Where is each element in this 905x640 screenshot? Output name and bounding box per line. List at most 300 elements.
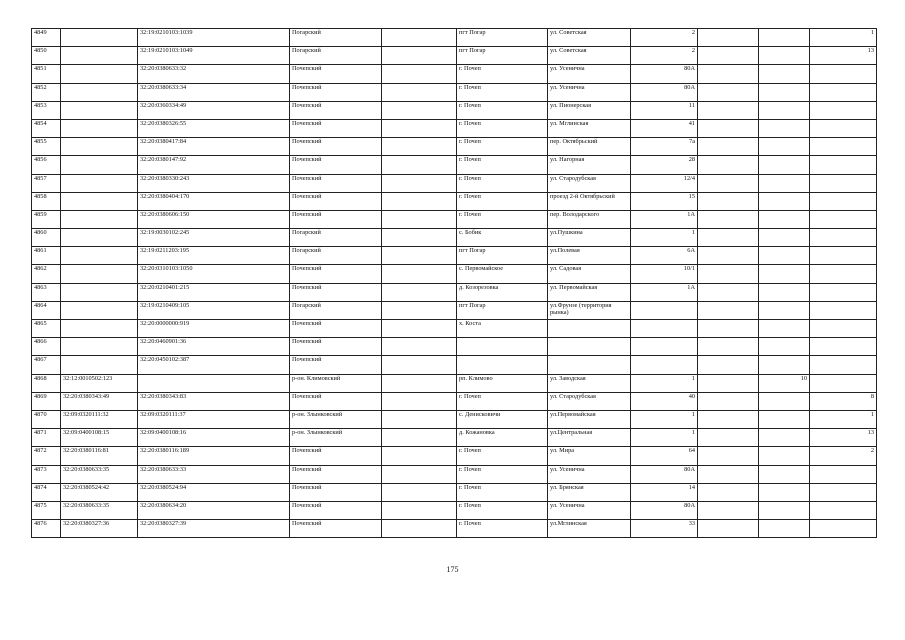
settlement-cell: г. Почеп: [457, 210, 548, 228]
record-number-cell: 4858: [32, 192, 61, 210]
old-cadastral-number-cell: [61, 210, 138, 228]
district-cell: Погарский: [290, 229, 382, 247]
table-row: [32, 283, 877, 301]
record-number-cell: 4852: [32, 83, 61, 101]
blank-cell: [382, 265, 457, 283]
house-number-cell: 80А: [631, 65, 698, 83]
record-number-cell: 4876: [32, 520, 61, 538]
record-number-cell: 4869: [32, 392, 61, 410]
cadastral-number-cell: 32:20:0310103:1050: [138, 265, 290, 283]
cadastral-number-cell: 32:20:0380633:33: [138, 465, 290, 483]
old-cadastral-number-cell: [61, 119, 138, 137]
registry-table: [31, 28, 877, 538]
house-number-cell: 80А: [631, 501, 698, 519]
cadastral-number-cell: [138, 374, 290, 392]
settlement-cell: г. Почеп: [457, 119, 548, 137]
record-number-cell: 4871: [32, 429, 61, 447]
district-cell: Почепский: [290, 320, 382, 338]
street-cell: ул. Пионерская: [548, 101, 631, 119]
house-number-cell: 1А: [631, 283, 698, 301]
district-cell: Почепский: [290, 65, 382, 83]
table-row: [32, 520, 877, 538]
blank-cell: [382, 47, 457, 65]
room-cell: [759, 410, 810, 428]
blank-cell: [382, 374, 457, 392]
old-cadastral-number-cell: [61, 47, 138, 65]
cadastral-number-cell: 32:20:0380404:170: [138, 192, 290, 210]
cadastral-number-cell: 32:20:0380330:243: [138, 174, 290, 192]
blank-cell: [382, 338, 457, 356]
old-cadastral-number-cell: 32:20:0380633:35: [61, 465, 138, 483]
record-number-cell: 4872: [32, 447, 61, 465]
cadastral-number-cell: 32:20:0380116:189: [138, 447, 290, 465]
apartment-cell: 13: [810, 47, 877, 65]
old-cadastral-number-cell: [61, 265, 138, 283]
record-number-cell: 4873: [32, 465, 61, 483]
table-row: [32, 247, 877, 265]
table-row: [32, 192, 877, 210]
apartment-cell: [810, 338, 877, 356]
settlement-cell: пгт Погар: [457, 247, 548, 265]
apartment-cell: [810, 101, 877, 119]
house-number-cell: 64: [631, 447, 698, 465]
street-cell: проезд 2-й Октябрьский: [548, 192, 631, 210]
building-cell: [698, 483, 759, 501]
building-cell: [698, 374, 759, 392]
record-number-cell: 4859: [32, 210, 61, 228]
house-number-cell: 40: [631, 392, 698, 410]
settlement-cell: пгт Погар: [457, 301, 548, 319]
street-cell: ул. Стародубская: [548, 174, 631, 192]
cadastral-number-cell: 32:19:0211203:195: [138, 247, 290, 265]
building-cell: [698, 410, 759, 428]
street-cell: ул.Пушкина: [548, 229, 631, 247]
house-number-cell: 11: [631, 101, 698, 119]
street-cell: пер. Володарского: [548, 210, 631, 228]
blank-cell: [382, 156, 457, 174]
blank-cell: [382, 429, 457, 447]
room-cell: [759, 101, 810, 119]
apartment-cell: 8: [810, 392, 877, 410]
district-cell: р-он. Климовский: [290, 374, 382, 392]
cadastral-number-cell: 32:20:0210401:215: [138, 283, 290, 301]
street-cell: ул. Усенична: [548, 501, 631, 519]
record-number-cell: 4855: [32, 138, 61, 156]
record-number-cell: 4863: [32, 283, 61, 301]
old-cadastral-number-cell: [61, 174, 138, 192]
old-cadastral-number-cell: [61, 65, 138, 83]
cadastral-number-cell: 32:20:0380343:83: [138, 392, 290, 410]
old-cadastral-number-cell: [61, 229, 138, 247]
cadastral-number-cell: 32:20:0380634:20: [138, 501, 290, 519]
street-cell: ул.Полевая: [548, 247, 631, 265]
table-row: [32, 410, 877, 428]
settlement-cell: д. Козорезовка: [457, 283, 548, 301]
apartment-cell: [810, 320, 877, 338]
district-cell: Почепский: [290, 392, 382, 410]
settlement-cell: рп. Климово: [457, 374, 548, 392]
settlement-cell: пгт Погар: [457, 29, 548, 47]
table-row: [32, 338, 877, 356]
street-cell: ул. Заводская: [548, 374, 631, 392]
table-row: [32, 465, 877, 483]
building-cell: [698, 338, 759, 356]
cadastral-number-cell: 32:20:0380326:55: [138, 119, 290, 137]
room-cell: [759, 47, 810, 65]
old-cadastral-number-cell: [61, 301, 138, 319]
settlement-cell: г. Почеп: [457, 138, 548, 156]
cadastral-number-cell: 32:19:0210103:1049: [138, 47, 290, 65]
cadastral-number-cell: 32:20:0380417:84: [138, 138, 290, 156]
record-number-cell: 4853: [32, 101, 61, 119]
district-cell: Почепский: [290, 174, 382, 192]
house-number-cell: 80А: [631, 83, 698, 101]
street-cell: ул. Советская: [548, 29, 631, 47]
building-cell: [698, 356, 759, 374]
apartment-cell: [810, 465, 877, 483]
street-cell: ул. Стародубская: [548, 392, 631, 410]
room-cell: [759, 192, 810, 210]
house-number-cell: [631, 356, 698, 374]
old-cadastral-number-cell: [61, 192, 138, 210]
house-number-cell: 1А: [631, 210, 698, 228]
apartment-cell: [810, 229, 877, 247]
room-cell: [759, 301, 810, 319]
record-number-cell: 4860: [32, 229, 61, 247]
apartment-cell: [810, 156, 877, 174]
table-row: [32, 229, 877, 247]
room-cell: [759, 483, 810, 501]
building-cell: [698, 320, 759, 338]
building-cell: [698, 210, 759, 228]
old-cadastral-number-cell: [61, 83, 138, 101]
room-cell: [759, 29, 810, 47]
house-number-cell: 2: [631, 47, 698, 65]
cadastral-number-cell: 32:20:0360334:49: [138, 101, 290, 119]
cadastral-number-cell: 32:20:0380606:150: [138, 210, 290, 228]
room-cell: [759, 338, 810, 356]
house-number-cell: 1: [631, 429, 698, 447]
table-row: [32, 119, 877, 137]
house-number-cell: 28: [631, 156, 698, 174]
settlement-cell: с. Бобик: [457, 229, 548, 247]
settlement-cell: г. Почеп: [457, 174, 548, 192]
room-cell: [759, 283, 810, 301]
street-cell: ул. Садовая: [548, 265, 631, 283]
street-cell: ул.Первомайская: [548, 410, 631, 428]
room-cell: [759, 320, 810, 338]
room-cell: [759, 447, 810, 465]
table-row: [32, 174, 877, 192]
blank-cell: [382, 447, 457, 465]
apartment-cell: [810, 192, 877, 210]
cadastral-number-cell: 32:20:0460901:36: [138, 338, 290, 356]
blank-cell: [382, 410, 457, 428]
room-cell: [759, 247, 810, 265]
district-cell: Почепский: [290, 283, 382, 301]
blank-cell: [382, 320, 457, 338]
blank-cell: [382, 465, 457, 483]
house-number-cell: 10/1: [631, 265, 698, 283]
table-row: [32, 47, 877, 65]
settlement-cell: г. Почеп: [457, 392, 548, 410]
house-number-cell: [631, 338, 698, 356]
district-cell: Почепский: [290, 156, 382, 174]
apartment-cell: 1: [810, 410, 877, 428]
record-number-cell: 4874: [32, 483, 61, 501]
building-cell: [698, 229, 759, 247]
district-cell: Почепский: [290, 447, 382, 465]
cadastral-number-cell: 32:20:0380633:34: [138, 83, 290, 101]
table-row: [32, 501, 877, 519]
blank-cell: [382, 138, 457, 156]
cadastral-number-cell: 32:20:0450102:387: [138, 356, 290, 374]
old-cadastral-number-cell: [61, 138, 138, 156]
house-number-cell: 1: [631, 374, 698, 392]
table-row: [32, 210, 877, 228]
district-cell: Почепский: [290, 501, 382, 519]
blank-cell: [382, 247, 457, 265]
district-cell: Почепский: [290, 83, 382, 101]
room-cell: [759, 174, 810, 192]
record-number-cell: 4857: [32, 174, 61, 192]
old-cadastral-number-cell: [61, 283, 138, 301]
blank-cell: [382, 119, 457, 137]
table-row: [32, 101, 877, 119]
blank-cell: [382, 65, 457, 83]
street-cell: ул. Усенична: [548, 65, 631, 83]
settlement-cell: г. Почеп: [457, 156, 548, 174]
settlement-cell: х. Коста: [457, 320, 548, 338]
street-cell: ул. Первомайская: [548, 283, 631, 301]
settlement-cell: г. Почеп: [457, 501, 548, 519]
table-row: [32, 374, 877, 392]
record-number-cell: 4862: [32, 265, 61, 283]
blank-cell: [382, 356, 457, 374]
district-cell: Почепский: [290, 210, 382, 228]
old-cadastral-number-cell: [61, 247, 138, 265]
district-cell: Почепский: [290, 265, 382, 283]
settlement-cell: г. Почеп: [457, 483, 548, 501]
building-cell: [698, 283, 759, 301]
street-cell: ул. Советская: [548, 47, 631, 65]
table-row: [32, 356, 877, 374]
cadastral-number-cell: 32:20:0380147:92: [138, 156, 290, 174]
street-cell: ул. Мира: [548, 447, 631, 465]
house-number-cell: 80А: [631, 465, 698, 483]
settlement-cell: г. Почеп: [457, 447, 548, 465]
house-number-cell: 1: [631, 229, 698, 247]
blank-cell: [382, 210, 457, 228]
district-cell: р-он. Злынковский: [290, 429, 382, 447]
district-cell: Почепский: [290, 338, 382, 356]
district-cell: Почепский: [290, 138, 382, 156]
settlement-cell: [457, 356, 548, 374]
building-cell: [698, 465, 759, 483]
table-row: [32, 156, 877, 174]
old-cadastral-number-cell: [61, 356, 138, 374]
blank-cell: [382, 520, 457, 538]
cadastral-number-cell: 32:19:0210409:105: [138, 301, 290, 319]
room-cell: [759, 465, 810, 483]
record-number-cell: 4856: [32, 156, 61, 174]
cadastral-number-cell: 32:20:0380633:32: [138, 65, 290, 83]
district-cell: р-он. Злынковский: [290, 410, 382, 428]
table-row: [32, 447, 877, 465]
apartment-cell: 1: [810, 29, 877, 47]
table-row: [32, 138, 877, 156]
old-cadastral-number-cell: 32:20:0380633:35: [61, 501, 138, 519]
cadastral-number-cell: 32:19:0210103:1039: [138, 29, 290, 47]
district-cell: Погарский: [290, 47, 382, 65]
room-cell: 10: [759, 374, 810, 392]
table-row: [32, 429, 877, 447]
house-number-cell: 14: [631, 483, 698, 501]
district-cell: Почепский: [290, 520, 382, 538]
settlement-cell: пгт Погар: [457, 47, 548, 65]
apartment-cell: [810, 210, 877, 228]
old-cadastral-number-cell: 32:09:0320111:32: [61, 410, 138, 428]
old-cadastral-number-cell: 32:20:0380116:81: [61, 447, 138, 465]
old-cadastral-number-cell: [61, 320, 138, 338]
cadastral-number-cell: 32:09:0320111:37: [138, 410, 290, 428]
table-row: [32, 392, 877, 410]
settlement-cell: г. Почеп: [457, 83, 548, 101]
room-cell: [759, 429, 810, 447]
blank-cell: [382, 101, 457, 119]
blank-cell: [382, 83, 457, 101]
blank-cell: [382, 301, 457, 319]
blank-cell: [382, 29, 457, 47]
room-cell: [759, 520, 810, 538]
settlement-cell: г. Почеп: [457, 192, 548, 210]
house-number-cell: 2: [631, 29, 698, 47]
building-cell: [698, 520, 759, 538]
street-cell: [548, 356, 631, 374]
apartment-cell: 13: [810, 429, 877, 447]
district-cell: Почепский: [290, 101, 382, 119]
building-cell: [698, 138, 759, 156]
apartment-cell: [810, 65, 877, 83]
district-cell: Почепский: [290, 119, 382, 137]
house-number-cell: 41: [631, 119, 698, 137]
table-row: [32, 265, 877, 283]
record-number-cell: 4864: [32, 301, 61, 319]
record-number-cell: 4851: [32, 65, 61, 83]
apartment-cell: [810, 265, 877, 283]
apartment-cell: [810, 247, 877, 265]
registry-table-body: [32, 29, 877, 538]
building-cell: [698, 192, 759, 210]
building-cell: [698, 301, 759, 319]
cadastral-number-cell: 32:19:0030102:245: [138, 229, 290, 247]
record-number-cell: 4870: [32, 410, 61, 428]
building-cell: [698, 47, 759, 65]
settlement-cell: г. Почеп: [457, 465, 548, 483]
settlement-cell: г. Почеп: [457, 520, 548, 538]
cadastral-number-cell: 32:20:0000000:919: [138, 320, 290, 338]
blank-cell: [382, 501, 457, 519]
table-row: [32, 83, 877, 101]
cadastral-number-cell: 32:20:0380524:94: [138, 483, 290, 501]
building-cell: [698, 119, 759, 137]
cadastral-number-cell: 32:20:0380327:39: [138, 520, 290, 538]
room-cell: [759, 501, 810, 519]
apartment-cell: [810, 174, 877, 192]
district-cell: Почепский: [290, 465, 382, 483]
record-number-cell: 4867: [32, 356, 61, 374]
building-cell: [698, 65, 759, 83]
apartment-cell: [810, 119, 877, 137]
apartment-cell: [810, 483, 877, 501]
street-cell: ул.Фрунзе (территория рынка): [548, 301, 631, 319]
building-cell: [698, 447, 759, 465]
blank-cell: [382, 392, 457, 410]
house-number-cell: [631, 320, 698, 338]
street-cell: ул. Брянская: [548, 483, 631, 501]
district-cell: Погарский: [290, 247, 382, 265]
house-number-cell: 6А: [631, 247, 698, 265]
building-cell: [698, 29, 759, 47]
street-cell: ул. Усенична: [548, 83, 631, 101]
district-cell: Почепский: [290, 483, 382, 501]
district-cell: Погарский: [290, 301, 382, 319]
blank-cell: [382, 229, 457, 247]
apartment-cell: [810, 501, 877, 519]
room-cell: [759, 356, 810, 374]
old-cadastral-number-cell: [61, 156, 138, 174]
record-number-cell: 4865: [32, 320, 61, 338]
house-number-cell: [631, 301, 698, 319]
table-row: [32, 301, 877, 319]
building-cell: [698, 501, 759, 519]
building-cell: [698, 265, 759, 283]
page-number: 175: [446, 565, 459, 574]
record-number-cell: 4875: [32, 501, 61, 519]
old-cadastral-number-cell: 32:20:0380327:36: [61, 520, 138, 538]
old-cadastral-number-cell: 32:20:0380524:42: [61, 483, 138, 501]
table-row: [32, 320, 877, 338]
street-cell: [548, 320, 631, 338]
apartment-cell: [810, 356, 877, 374]
record-number-cell: 4850: [32, 47, 61, 65]
room-cell: [759, 229, 810, 247]
record-number-cell: 4868: [32, 374, 61, 392]
district-cell: Почепский: [290, 192, 382, 210]
district-cell: Почепский: [290, 356, 382, 374]
room-cell: [759, 83, 810, 101]
cadastral-number-cell: 32:09:0400108:16: [138, 429, 290, 447]
room-cell: [759, 392, 810, 410]
street-cell: ул.Мглинская: [548, 520, 631, 538]
old-cadastral-number-cell: 32:09:0400108:15: [61, 429, 138, 447]
blank-cell: [382, 483, 457, 501]
room-cell: [759, 65, 810, 83]
apartment-cell: [810, 138, 877, 156]
house-number-cell: 1: [631, 410, 698, 428]
street-cell: ул. Мглинская: [548, 119, 631, 137]
apartment-cell: [810, 283, 877, 301]
blank-cell: [382, 283, 457, 301]
blank-cell: [382, 192, 457, 210]
apartment-cell: [810, 301, 877, 319]
settlement-cell: г. Почеп: [457, 65, 548, 83]
old-cadastral-number-cell: [61, 29, 138, 47]
house-number-cell: 7а: [631, 138, 698, 156]
apartment-cell: [810, 83, 877, 101]
house-number-cell: 12/4: [631, 174, 698, 192]
street-cell: ул. Нагорная: [548, 156, 631, 174]
